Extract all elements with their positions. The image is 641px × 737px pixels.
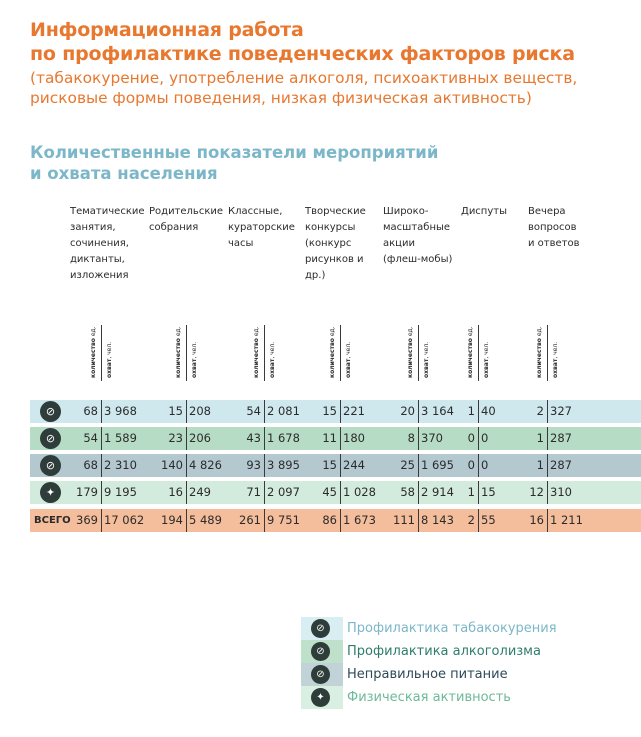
subtitle-line-1: (табакокурение, употребление алкоголя, психоактивных веществ, — [30, 69, 578, 87]
column-header-line: диктанты, — [70, 254, 125, 265]
reach-cell: 1 678 — [267, 431, 300, 445]
count-cell: 68 — [83, 458, 98, 472]
column-header-line: (флеш-мобы) — [383, 254, 453, 265]
column-header-line: сочинения, — [70, 238, 129, 249]
column-header — [461, 204, 507, 220]
reach-cell: 180 — [343, 431, 365, 445]
column-header — [228, 204, 295, 252]
column-header-line: Вечера — [528, 206, 566, 217]
count-cell: 58 — [400, 485, 415, 499]
column-divider — [340, 325, 341, 381]
reach-cell: 2 914 — [421, 485, 454, 499]
count-cell: 23 — [168, 431, 183, 445]
sub-header-label: охват — [269, 358, 276, 378]
column-divider — [186, 325, 187, 381]
sub-header — [90, 326, 97, 378]
column-header — [149, 204, 223, 236]
cell-divider — [418, 427, 419, 450]
cell-divider — [547, 400, 548, 423]
sub-header-unit: ед. — [536, 326, 543, 339]
column-header-line: Диспуты — [461, 206, 507, 217]
sub-header — [407, 326, 414, 378]
title-line-2: по профилактике поведенческих факторов риска — [30, 43, 575, 65]
sub-header-label: количество — [536, 338, 543, 378]
cell-divider — [418, 454, 419, 477]
count-cell: 261 — [239, 513, 261, 527]
cell-divider — [101, 509, 102, 532]
sub-header-label: охват — [191, 358, 198, 378]
reach-cell: 5 489 — [189, 513, 222, 527]
count-cell: 71 — [246, 485, 261, 499]
cell-divider — [101, 427, 102, 450]
count-cell: 45 — [322, 485, 337, 499]
unhealthy-food-icon: ⊘ — [311, 665, 330, 684]
count-cell: 15 — [322, 404, 337, 418]
cell-divider — [547, 509, 548, 532]
total-row — [30, 509, 641, 532]
reach-cell: 3 968 — [104, 404, 137, 418]
title-line-1: Информационная работа — [30, 19, 304, 41]
reach-cell: 3 164 — [421, 404, 454, 418]
count-cell: 11 — [322, 431, 337, 445]
reach-cell: 3 895 — [267, 458, 300, 472]
count-cell: 25 — [400, 458, 415, 472]
count-cell: 111 — [393, 513, 415, 527]
sub-header-unit: , чел. — [191, 341, 198, 359]
sub-header-label: охват — [345, 358, 352, 378]
reach-cell: 1 695 — [421, 458, 454, 472]
sub-header-label: количество — [329, 338, 336, 378]
reach-cell: 55 — [481, 513, 496, 527]
sub-header-unit: , чел. — [106, 341, 113, 359]
page-subtitle — [30, 68, 635, 108]
cell-divider — [186, 454, 187, 477]
section-heading — [30, 142, 438, 184]
legend-item — [301, 617, 641, 640]
sub-header-label: охват — [483, 358, 490, 378]
sub-header-label: количество — [175, 338, 182, 378]
sub-header-unit: , чел. — [552, 341, 559, 359]
sub-header-label: количество — [90, 338, 97, 378]
count-cell: 369 — [76, 513, 98, 527]
cell-divider — [264, 400, 265, 423]
reach-cell: 0 — [481, 458, 489, 472]
column-header-line: изложения — [70, 270, 129, 281]
cell-divider — [101, 454, 102, 477]
sub-header-unit: ед. — [467, 326, 474, 339]
count-cell: 0 — [467, 458, 475, 472]
column-divider — [418, 325, 419, 381]
reach-cell: 1 673 — [343, 513, 376, 527]
column-divider — [478, 325, 479, 381]
count-cell: 179 — [76, 485, 98, 499]
cell-divider — [340, 509, 341, 532]
reach-cell: 208 — [189, 404, 211, 418]
reach-cell: 287 — [550, 431, 572, 445]
count-cell: 86 — [322, 513, 337, 527]
table-row — [30, 400, 641, 423]
column-header-line: (конкурс — [305, 238, 352, 249]
column-divider — [101, 325, 102, 381]
count-cell: 1 — [467, 485, 475, 499]
table-row — [30, 427, 641, 450]
cell-divider — [418, 509, 419, 532]
count-cell: 12 — [529, 485, 544, 499]
reach-cell: 9 195 — [104, 485, 137, 499]
sub-header-unit: , чел. — [269, 341, 276, 359]
sub-header-unit: , чел. — [483, 341, 490, 359]
column-header-line: конкурсы — [305, 222, 356, 233]
table-row — [30, 454, 641, 477]
count-cell: 68 — [83, 404, 98, 418]
cell-divider — [418, 400, 419, 423]
sub-header-label: количество — [253, 338, 260, 378]
column-header-line: Широко- — [383, 206, 429, 217]
reach-cell: 40 — [481, 404, 496, 418]
cell-divider — [264, 427, 265, 450]
sub-header-label: охват — [552, 358, 559, 378]
sub-header-label: охват — [106, 358, 113, 378]
sub-header-label: охват — [423, 358, 430, 378]
cell-divider — [547, 427, 548, 450]
cell-divider — [418, 481, 419, 504]
sub-header — [423, 342, 430, 378]
sub-header — [175, 326, 182, 378]
count-cell: 54 — [246, 404, 261, 418]
legend-label: Физическая активность — [347, 690, 511, 705]
legend-label: Профилактика табакокурения — [347, 621, 557, 636]
cell-divider — [340, 454, 341, 477]
physical-activity-icon: ✦ — [311, 688, 330, 707]
sub-header-unit: ед. — [329, 326, 336, 339]
sub-header-unit: ед. — [175, 326, 182, 339]
column-header — [383, 204, 452, 268]
count-cell: 140 — [161, 458, 183, 472]
reach-cell: 9 751 — [267, 513, 300, 527]
cell-divider — [478, 481, 479, 504]
column-header-line: и ответов — [528, 238, 580, 249]
cell-divider — [478, 427, 479, 450]
column-header-line: кураторские — [228, 222, 295, 233]
sub-header-unit: ед. — [253, 326, 260, 339]
column-header-line: рисунков и — [305, 254, 364, 265]
legend-item — [301, 686, 641, 709]
column-header — [70, 204, 145, 284]
reach-cell: 4 826 — [189, 458, 222, 472]
count-cell: 54 — [83, 431, 98, 445]
column-header-line: собрания — [149, 222, 199, 233]
legend-label: Профилактика алкоголизма — [347, 644, 541, 659]
sub-header — [483, 342, 490, 378]
no-alcohol-icon: ⊘ — [40, 428, 61, 449]
sub-header — [253, 326, 260, 378]
section-heading-line-2: и охвата населения — [30, 164, 218, 183]
reach-cell: 2 081 — [267, 404, 300, 418]
reach-cell: 8 143 — [421, 513, 454, 527]
subtitle-line-2: рисковые формы поведения, низкая физическая активность) — [30, 89, 532, 107]
sub-header-unit: ед. — [407, 326, 414, 339]
no-smoking-icon: ⊘ — [311, 619, 330, 638]
column-header-line: Творческие — [305, 206, 366, 217]
reach-cell: 1 028 — [343, 485, 376, 499]
reach-cell: 17 062 — [104, 513, 145, 527]
cell-divider — [186, 509, 187, 532]
column-header — [528, 204, 580, 252]
page-title — [30, 18, 575, 66]
count-cell: 16 — [168, 485, 183, 499]
column-header-line: масштабные — [383, 222, 451, 233]
reach-cell: 249 — [189, 485, 211, 499]
cell-divider — [340, 400, 341, 423]
unhealthy-food-icon: ⊘ — [40, 455, 61, 476]
cell-divider — [340, 481, 341, 504]
cell-divider — [101, 400, 102, 423]
count-cell: 20 — [400, 404, 415, 418]
sub-header — [106, 342, 113, 378]
count-cell: 43 — [246, 431, 261, 445]
sub-header — [536, 326, 543, 378]
cell-divider — [264, 454, 265, 477]
column-header-line: Родительские — [149, 206, 224, 217]
sub-header-unit: , чел. — [345, 341, 352, 359]
sub-header-unit: ед. — [90, 326, 97, 339]
reach-cell: 287 — [550, 458, 572, 472]
column-header — [305, 204, 366, 284]
sub-header — [345, 342, 352, 378]
cell-divider — [478, 454, 479, 477]
column-header-line: Классные, — [228, 206, 283, 217]
no-smoking-icon: ⊘ — [40, 401, 61, 422]
cell-divider — [264, 481, 265, 504]
count-cell: 16 — [529, 513, 544, 527]
no-alcohol-icon: ⊘ — [311, 642, 330, 661]
physical-activity-icon: ✦ — [40, 482, 61, 503]
count-cell: 8 — [407, 431, 415, 445]
cell-divider — [186, 427, 187, 450]
sub-header — [467, 326, 474, 378]
count-cell: 2 — [467, 513, 475, 527]
column-header-line: Тематические — [70, 206, 145, 217]
legend-item — [301, 663, 641, 686]
count-cell: 1 — [467, 404, 475, 418]
cell-divider — [186, 481, 187, 504]
reach-cell: 1 211 — [550, 513, 583, 527]
column-divider — [264, 325, 265, 381]
sub-header-unit: , чел. — [423, 341, 430, 359]
count-cell: 93 — [246, 458, 261, 472]
sub-header-label: количество — [467, 338, 474, 378]
count-cell: 1 — [536, 431, 544, 445]
column-header-line: акции — [383, 238, 415, 249]
column-header-line: занятия, — [70, 222, 116, 233]
cell-divider — [186, 400, 187, 423]
reach-cell: 244 — [343, 458, 365, 472]
sub-header — [269, 342, 276, 378]
sub-header — [552, 342, 559, 378]
count-cell: 0 — [467, 431, 475, 445]
legend-item — [301, 640, 641, 663]
cell-divider — [547, 481, 548, 504]
reach-cell: 15 — [481, 485, 496, 499]
reach-cell: 327 — [550, 404, 572, 418]
legend-label: Неправильное питание — [347, 667, 508, 682]
reach-cell: 1 589 — [104, 431, 137, 445]
sub-header-label: количество — [407, 338, 414, 378]
count-cell: 194 — [161, 513, 183, 527]
count-cell: 2 — [536, 404, 544, 418]
reach-cell: 0 — [481, 431, 489, 445]
section-heading-line-1: Количественные показатели мероприятий — [30, 143, 439, 162]
total-label: ВСЕГО — [34, 515, 71, 526]
cell-divider — [478, 509, 479, 532]
reach-cell: 221 — [343, 404, 365, 418]
sub-header — [329, 326, 336, 378]
reach-cell: 310 — [550, 485, 572, 499]
column-header-line: вопросов — [528, 222, 577, 233]
cell-divider — [101, 481, 102, 504]
column-header-line: часы — [228, 238, 254, 249]
count-cell: 15 — [322, 458, 337, 472]
reach-cell: 2 310 — [104, 458, 137, 472]
count-cell: 15 — [168, 404, 183, 418]
reach-cell: 370 — [421, 431, 443, 445]
column-header-line: др.) — [305, 270, 326, 281]
column-divider — [547, 325, 548, 381]
table-row — [30, 481, 641, 504]
cell-divider — [264, 509, 265, 532]
count-cell: 1 — [536, 458, 544, 472]
reach-cell: 206 — [189, 431, 211, 445]
sub-header — [191, 342, 198, 378]
cell-divider — [340, 427, 341, 450]
cell-divider — [547, 454, 548, 477]
cell-divider — [478, 400, 479, 423]
reach-cell: 2 097 — [267, 485, 300, 499]
